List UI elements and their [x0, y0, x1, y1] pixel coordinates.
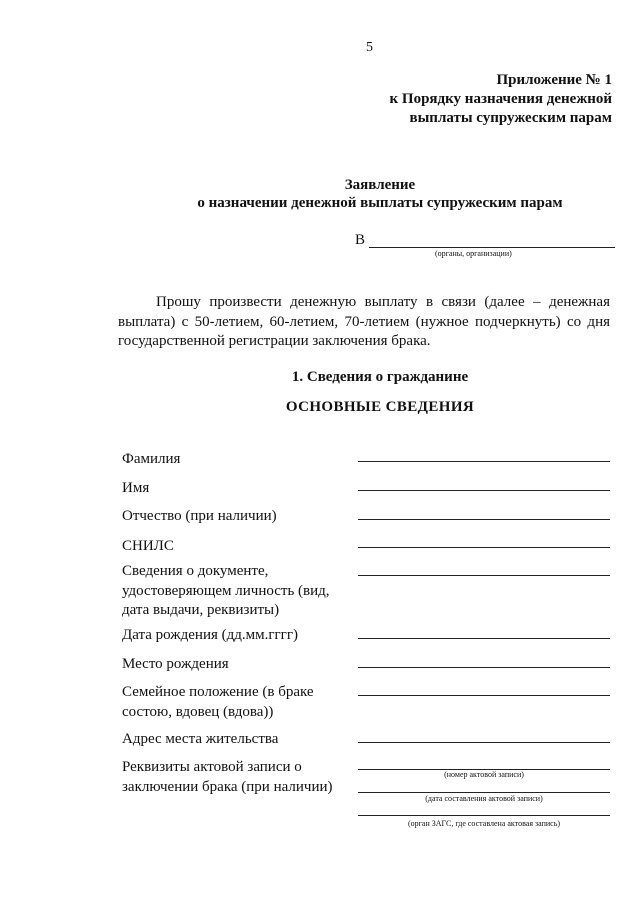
marital-status-label: Семейное положение (в браке состою, вдовец (вдова))	[122, 684, 314, 720]
name-field[interactable]	[358, 490, 610, 491]
record-date-field[interactable]	[358, 792, 610, 793]
title-line-1: Заявление	[344, 177, 416, 193]
birth-date-field[interactable]	[358, 638, 610, 639]
registry-office-field[interactable]	[358, 815, 610, 816]
record-number-caption: (номер актовой записи)	[444, 770, 524, 779]
surname-label: Фамилия	[122, 451, 181, 467]
patronymic-field[interactable]	[358, 519, 610, 520]
registry-office-caption: (орган ЗАГС, где составлена актовая запись)	[407, 819, 561, 828]
birth-place-field[interactable]	[358, 667, 610, 668]
id-document-label: Сведения о документе, удостоверяющем личность (вид, дата выдачи, реквизиты)	[122, 563, 330, 618]
snils-field[interactable]	[358, 547, 610, 548]
page-number: 5	[366, 40, 373, 55]
appendix-line-2: к Порядку назначения денежной	[389, 91, 612, 107]
patronymic-label: Отчество (при наличии)	[122, 508, 277, 524]
marriage-record-label: Реквизиты актовой записи о заключении брака (при наличии)	[122, 759, 333, 795]
appendix-heading	[352, 71, 612, 128]
birth-place-label: Место рождения	[122, 656, 229, 672]
subsection-title: ОСНОВНЫЕ СВЕДЕНИЯ	[285, 399, 475, 415]
marital-status-field[interactable]	[358, 695, 610, 696]
section-title: 1. Сведения о гражданине	[291, 369, 469, 385]
id-document-field[interactable]	[358, 575, 610, 576]
address-field[interactable]	[358, 742, 610, 743]
appendix-line-1: Приложение № 1	[496, 72, 612, 88]
birth-date-label: Дата рождения (дд.мм.гггг)	[122, 627, 298, 643]
surname-field[interactable]	[358, 461, 610, 462]
title-line-2: о назначении денежной выплаты супружеским парам	[197, 195, 563, 211]
addressee-prefix: В	[355, 232, 366, 248]
addressee-block	[355, 232, 615, 262]
document-title	[150, 176, 610, 212]
appendix-line-3: выплаты супружеским парам	[409, 110, 612, 126]
snils-label: СНИЛС	[122, 538, 174, 554]
request-paragraph: Прошу произвести денежную выплату в связи (далее – денежная выплата) с 50-летием, 60-летием, 70-летием (нужное подчеркнуть) со дня государственной регистрации заключения брака.	[118, 294, 610, 349]
name-label: Имя	[122, 480, 150, 496]
record-date-caption: (дата составления актовой записи)	[425, 794, 543, 803]
addressee-input[interactable]	[369, 247, 615, 248]
addressee-caption: (органы, организации)	[435, 249, 512, 258]
address-label: Адрес места жительства	[122, 731, 279, 747]
